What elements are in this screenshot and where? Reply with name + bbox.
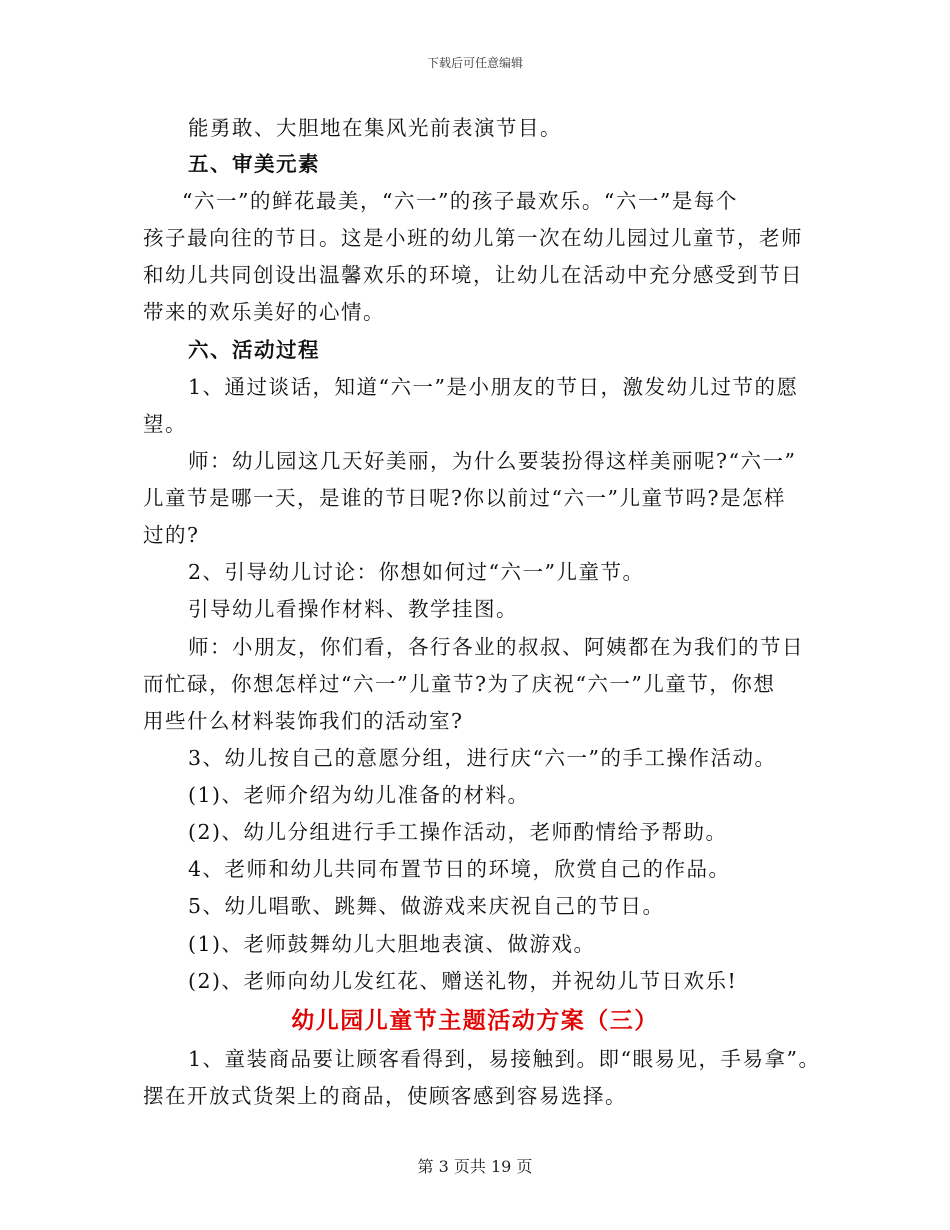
paragraph-line: 带来的欢乐美好的心情。 <box>143 300 385 324</box>
paragraph-line: 能勇敢、大胆地在集风光前表演节目。 <box>188 116 562 140</box>
section-heading: 六、活动过程 <box>188 338 320 362</box>
paragraph-line: (1)、老师鼓舞幼儿大胆地表演、做游戏。 <box>188 932 596 956</box>
paragraph-line: 摆在开放式货架上的商品，使顾客感到容易选择。 <box>143 1084 627 1108</box>
paragraph-line: 5、幼儿唱歌、跳舞、做游戏来庆祝自己的节日。 <box>188 894 665 918</box>
paragraph-line: 望。 <box>143 412 187 436</box>
paragraph-line: 用些什么材料装饰我们的活动室? <box>143 709 464 733</box>
paragraph-line: 4、老师和幼儿共同布置节日的环境，欣赏自己的作品。 <box>188 857 731 881</box>
paragraph-line: 2、引导幼儿讨论：你想如何过“六一”儿童节。 <box>188 560 645 584</box>
paragraph-line: 3、幼儿按自己的意愿分组，进行庆“六一”的手工操作活动。 <box>188 746 777 770</box>
paragraph-line: “六一”的鲜花最美，“六一”的孩子最欢乐。“六一”是每个 <box>182 189 738 213</box>
paragraph-line: 儿童节是哪一天，是谁的节日呢?你以前过“六一”儿童节吗?是怎样 <box>143 486 786 510</box>
paragraph-line: 1、童装商品要让顾客看得到，易接触到。即“眼易见，手易拿”。 <box>188 1047 821 1071</box>
paragraph-line: 孩子最向往的节日。这是小班的幼儿第一次在幼儿园过儿童节，老师 <box>143 226 803 250</box>
paragraph-line: 和幼儿共同创设出温馨欢乐的环境，让幼儿在活动中充分感受到节日 <box>143 263 803 287</box>
paragraph-line: 师：小朋友，你们看，各行各业的叔叔、阿姨都在为我们的节日 <box>188 635 804 659</box>
paragraph-line: 1、通过谈话，知道“六一”是小朋友的节日，激发幼儿过节的愿 <box>188 375 799 399</box>
page-footer: 第 3 页共 19 页 <box>417 1157 533 1176</box>
paragraph-line: 师：幼儿园这几天好美丽，为什么要装扮得这样美丽呢?“六一” <box>188 449 797 473</box>
paragraph-line: 引导幼儿看操作材料、教学挂图。 <box>188 597 518 621</box>
paragraph-line: (2)、老师向幼儿发红花、赠送礼物，并祝幼儿节日欢乐! <box>188 969 738 993</box>
paragraph-line: 过的? <box>143 523 200 547</box>
paragraph-line: (2)、幼儿分组进行手工操作活动，老师酌情给予帮助。 <box>188 820 728 844</box>
paragraph-line: (1)、老师介绍为幼儿准备的材料。 <box>188 783 530 807</box>
section-heading: 五、审美元素 <box>188 152 320 176</box>
paragraph-line: 而忙碌，你想怎样过“六一”儿童节?为了庆祝“六一”儿童节，你想 <box>143 672 776 696</box>
section-title: 幼儿园儿童节主题活动方案（三） <box>291 1007 659 1034</box>
page-header: 下载后可任意编辑 <box>426 56 523 70</box>
